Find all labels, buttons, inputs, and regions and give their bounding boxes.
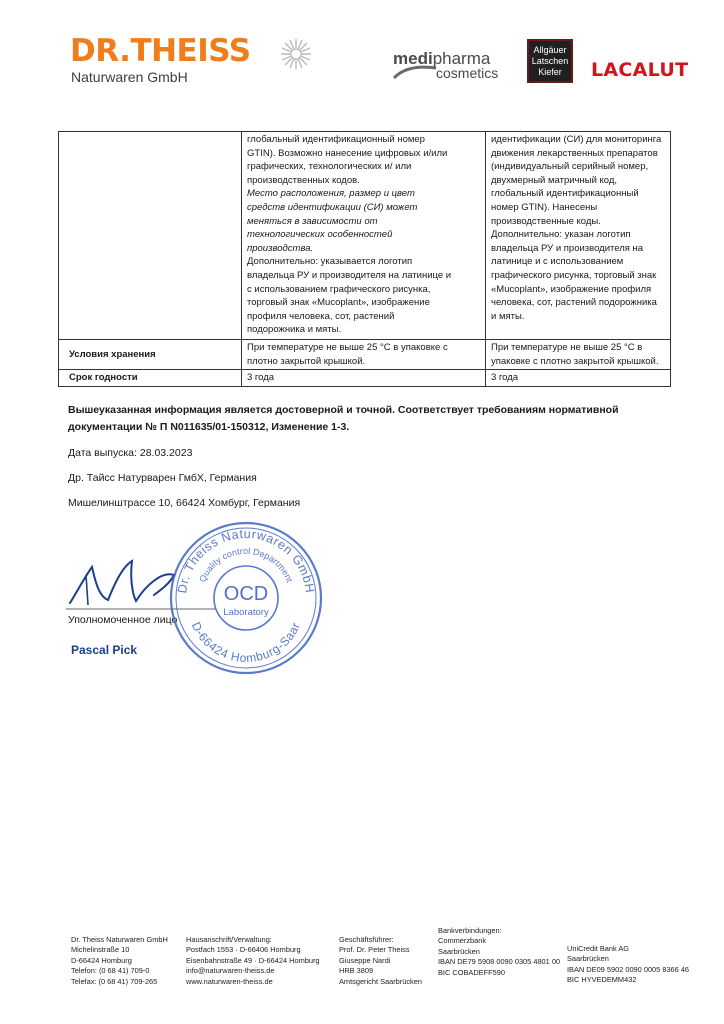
allgauer-line3: Kiefer — [538, 67, 562, 77]
table-cell-value — [486, 132, 671, 340]
cell-line: производственные коды. — [491, 215, 601, 227]
cell-line: производства. — [247, 242, 314, 254]
footer-line: HRB 3809 — [339, 966, 374, 976]
stamp-outer-text: Dr. Theiss Naturwaren GmbH — [175, 526, 317, 595]
footer-address — [186, 935, 320, 987]
footer-line: Postfach 1553 · D-66406 Homburg — [186, 945, 301, 955]
cell-line: владельца РУ и производителя на латинице и — [247, 269, 452, 281]
medipharma-logo-sub: cosmetics — [436, 65, 499, 81]
table-cell-value — [242, 132, 486, 340]
footer-line: Hausanschrift/Verwaltung: — [186, 935, 272, 944]
cell-line: технологических особенностей — [247, 229, 393, 241]
footer-line: IBAN DE09 5902 0090 0005 8366 46 — [567, 964, 690, 974]
footer-line: D-66424 Homburg — [71, 955, 132, 965]
cell-line: торговый знак «Mucoplant», изображение — [247, 297, 430, 309]
lacalut-logo: LACALUT — [591, 59, 689, 81]
shelf-life-label: Срок годности — [59, 370, 242, 387]
footer-line: Michelinstraße 10 — [71, 945, 130, 955]
cell-line: меняться в зависимости от — [247, 215, 378, 227]
footer-line: Prof. Dr. Peter Theiss — [339, 945, 410, 955]
spec-table — [58, 131, 671, 387]
cell-line: производственных кодов. — [247, 174, 360, 186]
signer-role: Уполномоченное лицо — [68, 614, 178, 626]
cell-line: графического рисунка, торговый знак — [491, 269, 657, 281]
footer-line: BIC HYVEDEMM432 — [567, 975, 637, 985]
conformity-statement: Вышеуказанная информация является достоверной и точной. Соответствует требованиям нормативной документации № П N011635/01-150312, Изменение 1-3. — [68, 404, 619, 433]
company-address: Мишелинштрассе 10, 66424 Хомбург, Германия — [68, 497, 301, 509]
cell-line: При температуре не выше 25 °С в упаковке с — [247, 342, 448, 353]
table-row — [59, 370, 671, 387]
cell-line: человека, сот, растений подорожника — [491, 297, 657, 309]
stamp-center-small: Laboratory — [223, 607, 269, 618]
footer-line: BIC COBADEFF590 — [438, 967, 505, 977]
cell-line: с использованием графического рисунка, — [247, 283, 431, 295]
footer-line: Telefax: (0 68 41) 709-265 — [71, 976, 158, 986]
footer-line: Amtsgericht Saarbrücken — [339, 976, 422, 986]
company-name: Др. Тайсс Натурварен ГмбХ, Германия — [68, 472, 257, 484]
table-cell-value — [486, 340, 671, 370]
cell-line: При температуре не выше 25 °С в — [491, 342, 643, 353]
cell-line: GTIN). Возможно нанесение цифровых и/или — [247, 147, 448, 159]
cell-line: движения лекарственных препаратов — [491, 147, 658, 159]
footer-bank-2 — [567, 944, 689, 986]
cell-line: латинице и с использованием — [491, 256, 624, 268]
medipharma-logo-part2: pharma — [432, 49, 491, 68]
cell-line: плотно закрытой крышкой. — [247, 355, 366, 367]
cell-line: Дополнительно: указывается логотип — [247, 256, 413, 268]
sunburst-logo-icon — [280, 38, 312, 70]
footer-line: UniCredit Bank AG — [567, 944, 630, 953]
table-cell-label — [59, 132, 242, 340]
footer-line: info@naturwaren-theiss.de — [186, 966, 275, 976]
storage-label: Условия хранения — [59, 340, 242, 370]
stamp-bottom-text: D-66424 Homburg-Saar — [188, 619, 304, 666]
footer-line: Eisenbahnstraße 49 · D-66424 Homburg — [186, 955, 320, 965]
cell-line: номер GTIN). Нанесены — [491, 201, 598, 213]
footer-line: www.naturwaren-theiss.de — [186, 976, 273, 986]
footer-line: Telefon: (0 68 41) 709-0 — [71, 966, 150, 976]
allgauer-logo — [527, 39, 573, 83]
company-stamp — [168, 520, 324, 676]
table-cell-value: 3 года — [242, 370, 486, 387]
footer-management — [339, 935, 422, 987]
footer-company — [71, 935, 168, 987]
stamp-inner-text: Quality control Department — [197, 545, 295, 584]
issue-date: Дата выпуска: 28.03.2023 — [68, 447, 193, 459]
svg-text:D-66424 Homburg-Saar — [189, 620, 303, 665]
footer-line: Saarbrücken — [438, 946, 480, 956]
stamp-center-big: OCD — [223, 583, 269, 605]
footer-line: Geschäftsführer: — [339, 935, 394, 944]
cell-line: «Mucoplant», изображение профиля — [491, 283, 652, 295]
cell-line: средств идентификации (СИ) может — [247, 201, 418, 213]
medipharma-logo-part1: medi — [393, 49, 433, 68]
signer-name: Pascal Pick — [71, 643, 138, 657]
table-row — [59, 132, 671, 340]
cell-line: двухмерный матричный код, — [491, 174, 618, 186]
footer-line: Dr. Theiss Naturwaren GmbH — [71, 935, 168, 944]
cell-line: и мяты. — [491, 310, 525, 322]
cell-line: идентификации (СИ) для мониторинга — [491, 134, 662, 145]
cell-line: глобальный идентификационный — [491, 188, 639, 200]
cell-line: графических, технологических и/ или — [247, 161, 412, 173]
cell-line: подорожника и мяты. — [247, 324, 342, 336]
cell-line: упаковке с плотно закрытой крышкой. — [491, 355, 659, 367]
allgauer-line1: Allgäuer — [533, 45, 567, 55]
brand-subtitle: Naturwaren GmbH — [71, 69, 188, 85]
footer-line: Bankverbindungen: — [438, 926, 502, 935]
footer-line: Giuseppe Nardi — [339, 955, 391, 965]
footer-line: Saarbrücken — [567, 954, 609, 964]
allgauer-line2: Latschen — [531, 56, 569, 66]
footer-line: IBAN DE79 5908 0090 0305 4801 00 — [438, 957, 561, 967]
table-row — [59, 340, 671, 370]
footer-bank-1 — [438, 926, 560, 978]
footer-line: Commerzbank — [438, 936, 487, 946]
cell-line: глобальный идентификационный номер — [247, 134, 425, 145]
cell-line: владельца РУ и производителя на — [491, 242, 644, 254]
cell-line: Дополнительно: указан логотип — [491, 229, 631, 241]
cell-line: Место расположения, размер и цвет — [247, 188, 415, 200]
brand-logo-text: DR.THEISS — [70, 33, 251, 69]
table-cell-value — [242, 340, 486, 370]
table-cell-value: 3 года — [486, 370, 671, 387]
cell-line: профиля человека, сот, растений — [247, 310, 395, 322]
cell-line: (индивидуальный серийный номер, — [491, 161, 649, 173]
